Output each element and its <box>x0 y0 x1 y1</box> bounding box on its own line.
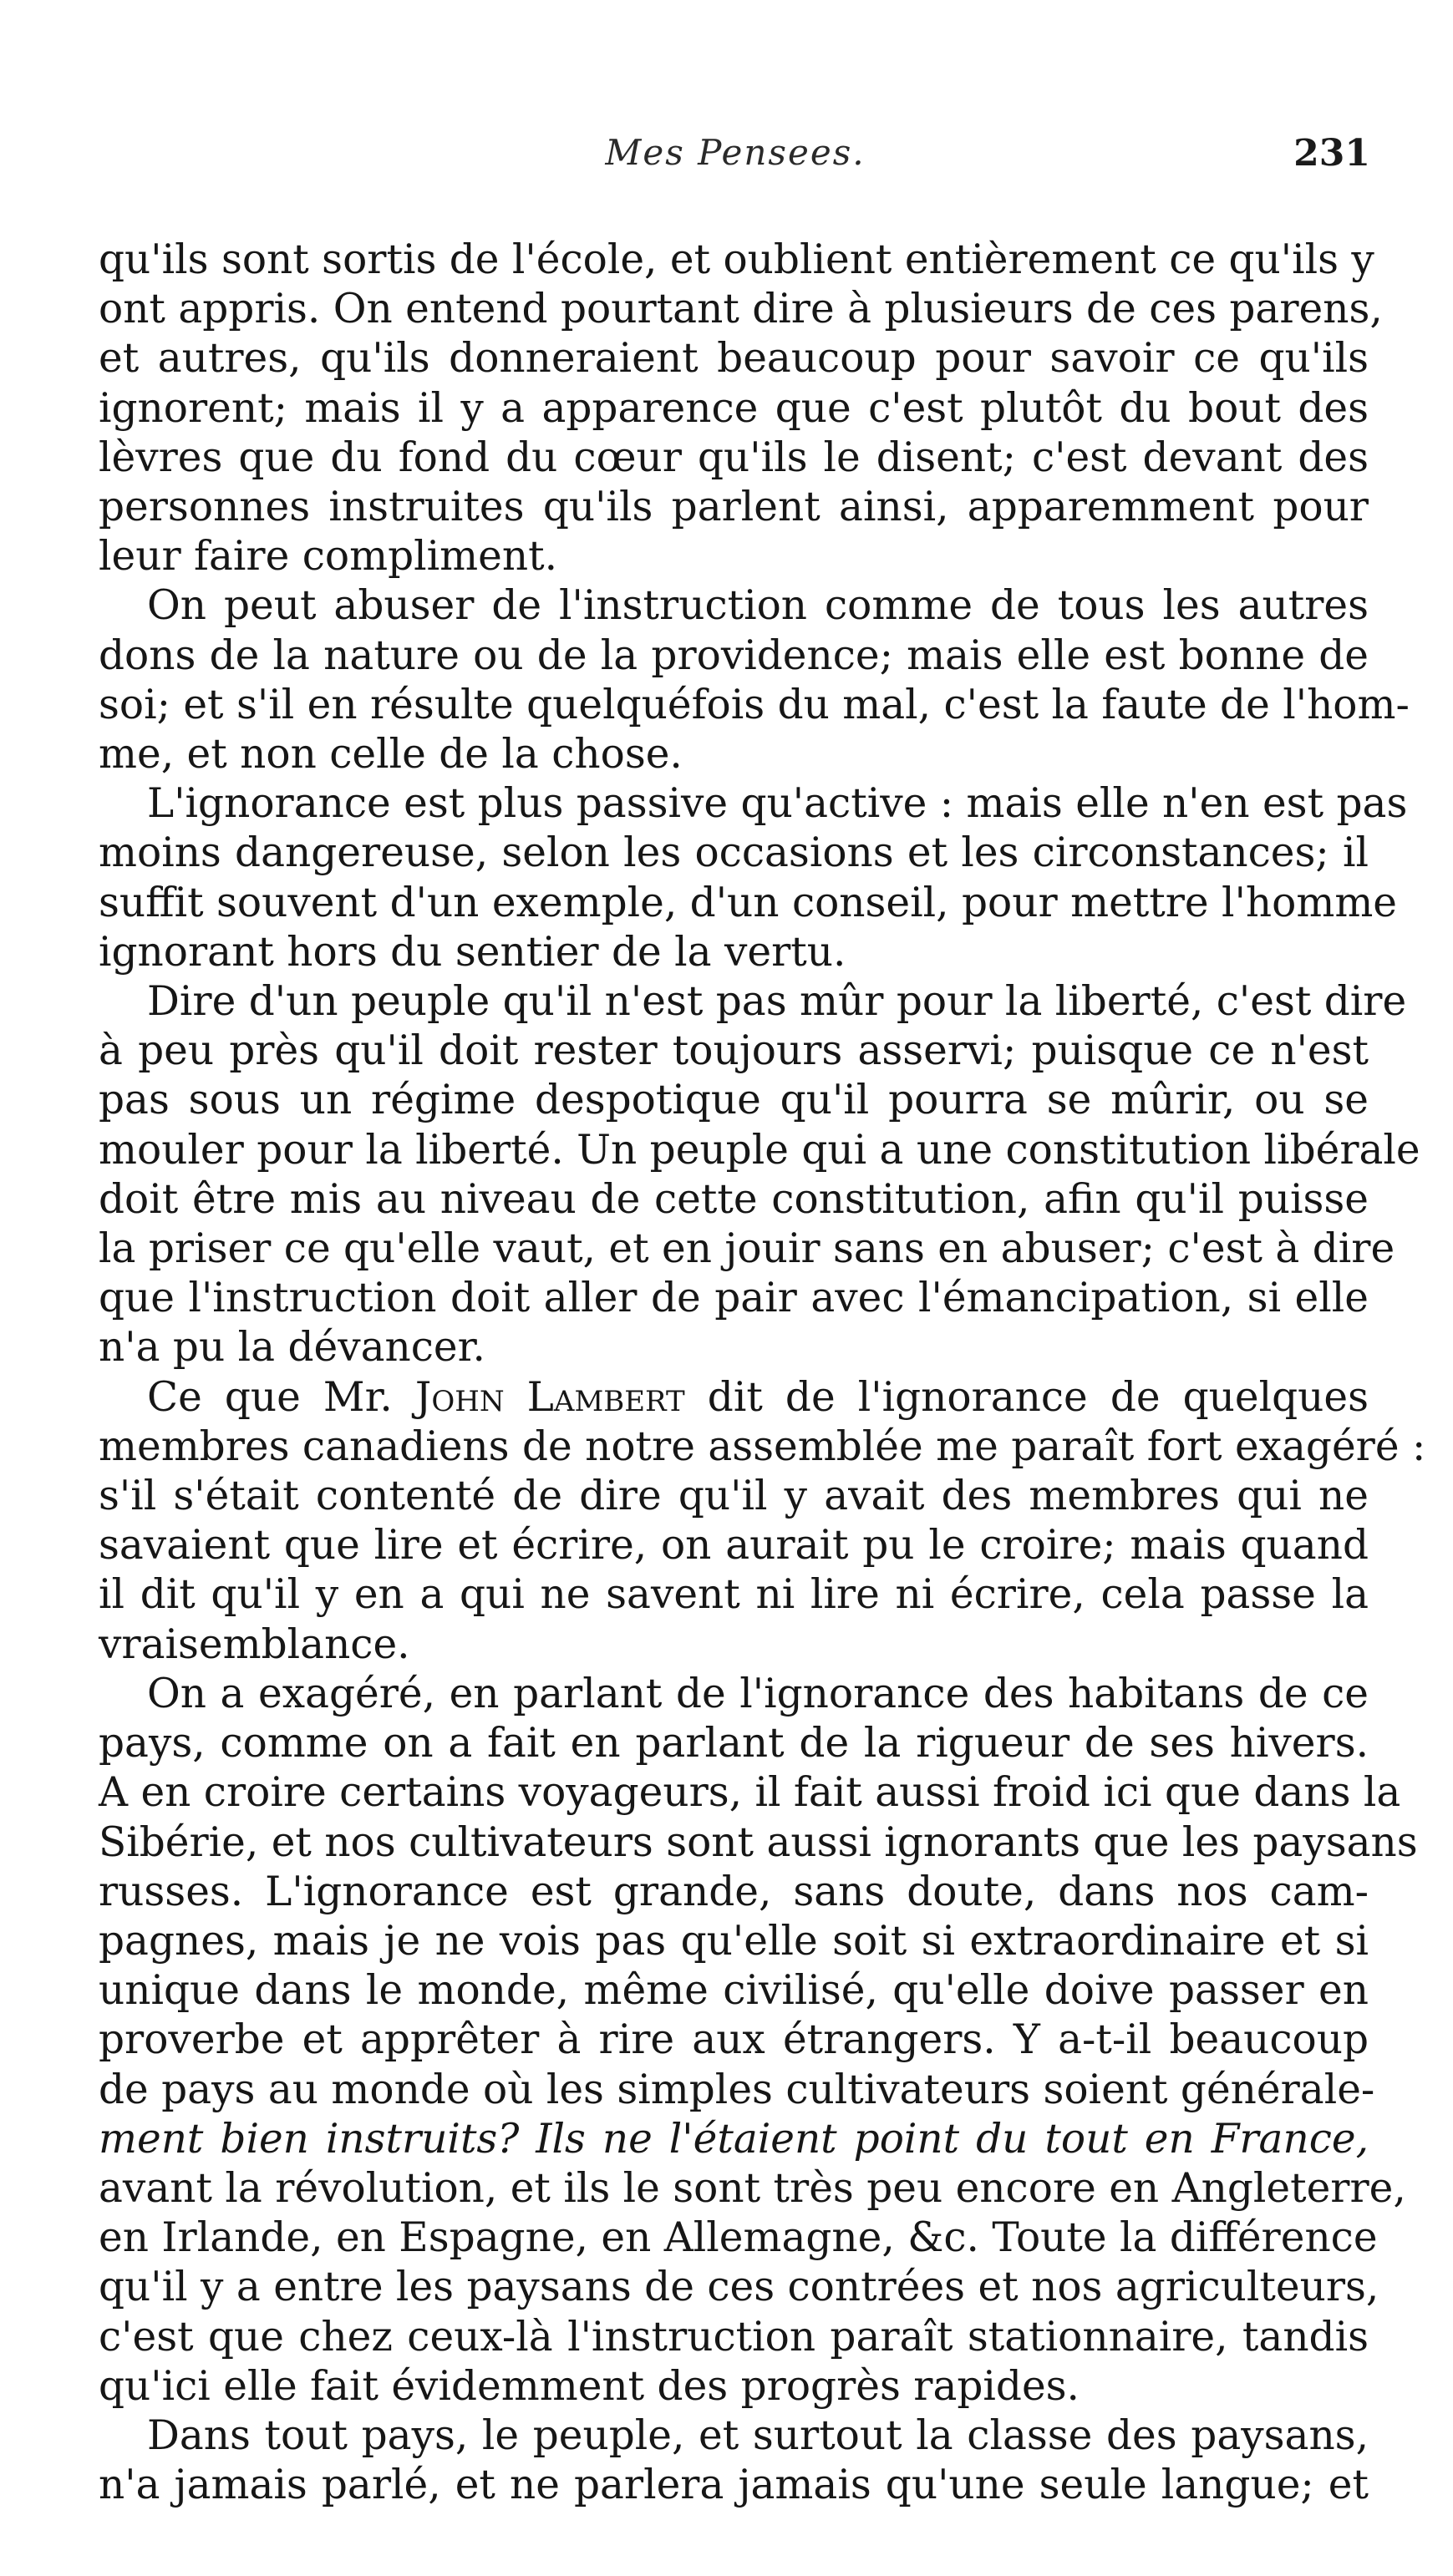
text-span: leur faire compliment. <box>99 533 557 581</box>
text-line <box>99 879 1398 928</box>
text-span: la priser ce qu'elle vaut, et en jouir sans en abuser; c'est à dire <box>99 1225 1395 1273</box>
text-span: soi; et s'il en résulte quelquéfois du mal, c'est la faute de l'hom- <box>99 681 1410 728</box>
text-span: en Irlande, en Espagne, en Allemagne, &c. Toute la différence <box>99 2214 1378 2262</box>
text-line <box>99 581 1369 631</box>
text-span: On peut abuser de l'instruction comme de tous les autres <box>147 582 1369 630</box>
text-span: A en croire certains voyageurs, il fait aussi froid ici que dans la <box>99 1769 1401 1817</box>
text-span: pays, comme on a fait en parlant de la rigueur de ses hivers. <box>99 1720 1369 1767</box>
text-line <box>99 2362 1369 2411</box>
text-span: et autres, qu'ils donneraient beaucoup pour savoir ce qu'ils <box>99 335 1369 383</box>
text-line <box>99 1620 1369 1670</box>
text-line <box>99 730 1369 779</box>
running-header <box>100 132 1370 182</box>
text-line <box>99 2115 1369 2164</box>
paragraph <box>99 1373 1426 1670</box>
page-number: 231 <box>1293 132 1370 175</box>
text-span: On a exagéré, en parlant de l'ignorance des habitans de ce <box>147 1670 1369 1717</box>
text-line <box>99 1323 1369 1372</box>
text-span: dons de la nature ou de la providence; mais elle est bonne de <box>99 631 1369 679</box>
text-line <box>99 1175 1369 1225</box>
text-span: me, et non celle de la chose. <box>99 731 683 778</box>
text-span: que l'instruction doit aller de pair avec l'émancipation, si elle <box>99 1275 1369 1322</box>
text-span: pagnes, mais je ne vois pas qu'elle soit si extraordinaire et si <box>99 1917 1369 1965</box>
text-span: proverbe et apprêter à rire aux étrangers. Y a-t-il beaucoup <box>99 2016 1369 2064</box>
text-span: de pays au monde où les simples cultivateurs soient générale- <box>99 2066 1375 2113</box>
text-line <box>99 2213 1378 2263</box>
text-span: qu'il y a entre les paysans de ces contrées et nos agriculteurs, <box>99 2264 1379 2311</box>
text-span: Ce que Mr. <box>147 1373 415 1421</box>
text-span: Dire d'un peuple qu'il n'est pas mûr pour la liberté, c'est dire <box>147 978 1407 1026</box>
text-span: c'est que chez ceux-là l'instruction paraît stationnaire, tandis <box>99 2313 1369 2360</box>
text-line <box>99 1422 1426 1472</box>
text-span: pas sous un régime despotique qu'il pourra se mûrir, ou se <box>99 1077 1369 1124</box>
text-line <box>99 1917 1369 1966</box>
text-span: personnes instruites qu'ils parlent ainsi, apparemment pour <box>99 484 1369 531</box>
text-span: moins dangereuse, selon les occasions et les circonstances; il <box>99 829 1369 877</box>
paragraph <box>99 1670 1418 2411</box>
text-line <box>99 236 1374 285</box>
text-line <box>99 2411 1369 2461</box>
text-span: il dit qu'il y en a qui ne savent ni lire ni écrire, cela passe la <box>99 1571 1369 1619</box>
text-line <box>99 2016 1369 2065</box>
paragraph <box>99 779 1408 977</box>
author-name: John Lambert <box>414 1373 685 1421</box>
text-line <box>99 928 1369 977</box>
text-line <box>99 483 1369 532</box>
text-span: avant la révolution, et ils le sont très peu encore en Angleterre, <box>99 2164 1406 2212</box>
text-span: russes. L'ignorance est grande, sans doute, dans nos cam- <box>99 1868 1369 1915</box>
text-line <box>99 1076 1369 1125</box>
text-line <box>99 1126 1420 1175</box>
text-line <box>99 1570 1369 1620</box>
paragraph <box>99 581 1410 779</box>
text-span: unique dans le monde, même civilisé, qu'elle doive passer en <box>99 1967 1369 2015</box>
text-line <box>99 1768 1401 1818</box>
text-line <box>99 434 1369 483</box>
text-span: n'a pu la dévancer. <box>99 1324 485 1372</box>
text-line <box>99 1868 1369 1917</box>
body-text <box>99 236 1426 2510</box>
text-line <box>99 977 1407 1027</box>
paragraph <box>99 2411 1369 2510</box>
text-span: savaient que lire et écrire, on aurait pu le croire; mais quand <box>99 1522 1369 1569</box>
text-span: qu'ils sont sortis de l'école, et oublient entièrement ce qu'ils y <box>99 236 1374 283</box>
text-span: membres canadiens de notre assemblée me paraît fort exagéré : <box>99 1422 1426 1470</box>
text-span: doit être mis au niveau de cette constitution, afin qu'il puisse <box>99 1175 1369 1223</box>
text-line <box>99 1274 1369 1323</box>
text-line <box>99 631 1369 681</box>
text-line <box>99 2461 1369 2510</box>
text-span: L'ignorance est plus passive qu'active : mais elle n'en est pas <box>147 780 1408 828</box>
text-line <box>99 1373 1369 1422</box>
text-line <box>99 779 1408 829</box>
text-line <box>99 1027 1369 1076</box>
text-line <box>99 2313 1369 2362</box>
text-line <box>99 1818 1418 1868</box>
text-line <box>99 1521 1369 1570</box>
text-span: ignorant hors du sentier de la vertu. <box>99 928 846 976</box>
text-span: lèvres que du fond du cœur qu'ils le disent; c'est devant des <box>99 434 1369 481</box>
text-line <box>99 384 1369 434</box>
text-line <box>99 1719 1369 1768</box>
text-line <box>99 1472 1369 1521</box>
paragraph <box>99 977 1420 1373</box>
text-span: ment bien instruits? Ils ne l'étaient point du tout en France, <box>99 2115 1369 2163</box>
text-line <box>99 1225 1395 1274</box>
paragraph <box>99 236 1383 581</box>
text-line <box>99 334 1369 383</box>
text-span: vraisemblance. <box>99 1620 410 1668</box>
text-line <box>99 829 1369 878</box>
text-span: suffit souvent d'un exemple, d'un conseil, pour mettre l'homme <box>99 879 1398 926</box>
text-line <box>99 1670 1369 1719</box>
text-span: n'a jamais parlé, et ne parlera jamais qu'une seule langue; et <box>99 2462 1369 2509</box>
text-span: ignorent; mais il y a apparence que c'est plutôt du bout des <box>99 384 1369 432</box>
text-line <box>99 1966 1369 2016</box>
text-line <box>99 2263 1379 2312</box>
text-span: mouler pour la liberté. Un peuple qui a une constitution libérale <box>99 1126 1420 1174</box>
text-span: ont appris. On entend pourtant dire à plusieurs de ces parens, <box>99 286 1383 333</box>
text-span: Dans tout pays, le peuple, et surtout la classe des paysans, <box>147 2411 1369 2459</box>
text-span: s'il s'était contenté de dire qu'il y avait des membres qui ne <box>99 1473 1369 1520</box>
text-span: qu'ici elle fait évidemment des progrès rapides. <box>99 2362 1080 2410</box>
text-span: dit de l'ignorance de quelques <box>684 1373 1369 1421</box>
running-title: Mes Pensees. <box>605 132 866 173</box>
text-line <box>99 2066 1375 2115</box>
text-line <box>99 532 1369 581</box>
text-span: Sibérie, et nos cultivateurs sont aussi ignorants que les paysans <box>99 1818 1418 1866</box>
text-line <box>99 2164 1406 2213</box>
text-line <box>99 681 1410 730</box>
text-span: à peu près qu'il doit rester toujours asservi; puisque ce n'est <box>99 1027 1369 1075</box>
text-line <box>99 285 1383 334</box>
